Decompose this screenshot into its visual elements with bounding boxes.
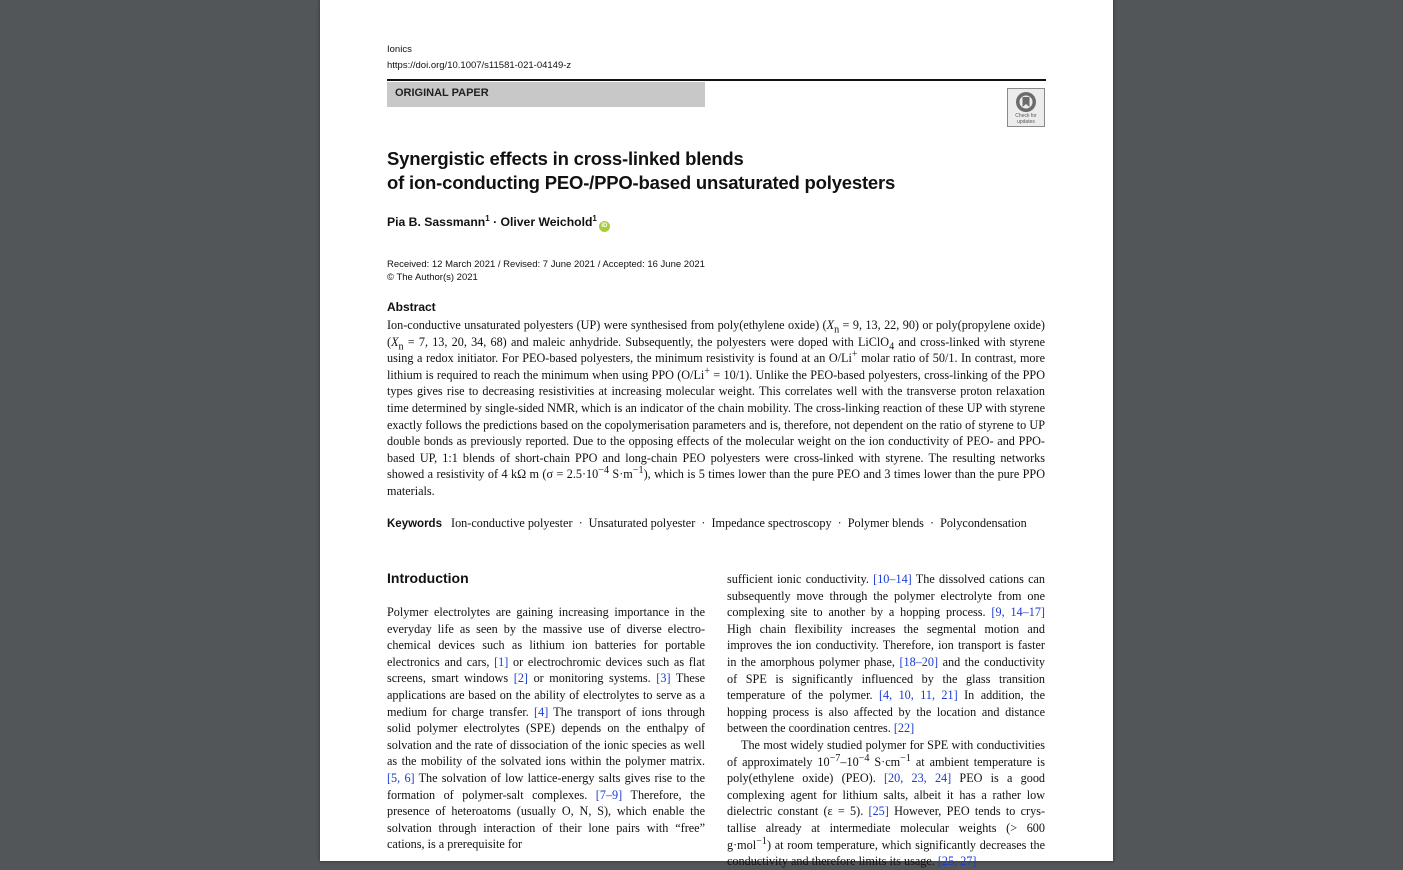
affiliation-mark: 1 bbox=[592, 213, 597, 223]
keyword: Unsaturated polyester bbox=[588, 516, 696, 530]
check-for-updates-badge[interactable] bbox=[1007, 88, 1045, 127]
article-dates bbox=[387, 258, 705, 284]
author-name[interactable]: Pia B. Sassmann bbox=[387, 215, 486, 229]
keywords-label: Keywords bbox=[387, 518, 442, 530]
introduction-column-2 bbox=[727, 571, 1045, 870]
citation-link[interactable]: [5, 6] bbox=[387, 770, 415, 785]
keyword: Polycondensation bbox=[940, 516, 1027, 530]
paragraph: sufficient ionic conductivity. [10–14] The dissolved cations can subsequently move through the polymer electrolyte from one complexing site to another by a hopping process. [9, 14–17] High chain flexibility increases the segmental motion and improves the ion conductivity. Therefore, ion transport is faster in the amorphous polymer phase, [18–20] and the conductivity of SPE is significantly influenced by the glass transition temperature of the polymer. [4, 10, 11, 21] In addition, the hopping process is also affected by the location and distance between the coordination centres. [22] bbox=[727, 572, 1045, 736]
copyright-line: © The Author(s) 2021 bbox=[387, 272, 478, 283]
citation-link[interactable]: [3] bbox=[656, 671, 671, 686]
citation-link[interactable]: [9, 14–17] bbox=[991, 605, 1045, 620]
citation-link[interactable]: [7–9] bbox=[595, 787, 623, 802]
affiliation-mark: 1 bbox=[485, 213, 490, 223]
keyword: Impedance spectroscopy bbox=[711, 516, 832, 530]
citation-link[interactable]: [1] bbox=[494, 654, 509, 669]
keyword-separator: · bbox=[701, 516, 706, 530]
article-type-banner: ORIGINAL PAPER bbox=[387, 82, 705, 107]
abstract-text: Ion-conductive unsaturated polyesters (UP) were synthesised from poly(ethylene oxide) ($X_n = 9$, 13, 22, 90) or poly(propylene oxide) ($X_n = 7$, 13, 20, 34, 68) and maleic anhydride. Subsequently, the polyesters were doped with LiClO$_4$ and cross-linked with styrene using a redox initiator. For PEO-based polyesters, the minimum resistivity is found at an O/Li+ molar ratio of 50/1. In contrast, more lithium is required to reach the minimum when using PPO (O/Li+ = 10/1). Unlike the PEO-based polyesters, cross-linking of the PPO types gives rise to decreasing resistivities at increasing molecular weight. This correlates well with the transverse proton relaxation time determined by single-sided NMR, which is an indicator of the chain mobility. The cross-linking reaction of these UP with styrene exactly follows the predictions based on the copolymerisation parameters and is, therefore, not dependent on the ratio of styrene to UP double bonds as previously reported. Due to the opposing effects of the molecular weight on the ion conductivity of PEO- and PPO-based UP, 1:1 blends of short-chain PPO and long-chain PEO polyesters were cross-linked with styrene. The resulting networks showed a resistivity of 4 kΩ m ($\sigma = 2.5\cdot 10^{-4}$ $S\cdot m^{-1}$), which is 5 times lower than the pure PEO and 3 times lower than the pure PPO materials. bbox=[387, 318, 1045, 498]
abstract-heading: Abstract bbox=[387, 300, 436, 314]
title-line-2: of ion-conducting PEO-/PPO-based unsaturated polyesters bbox=[387, 172, 896, 193]
keywords-line bbox=[387, 516, 1057, 531]
paper-title bbox=[387, 147, 1027, 195]
citation-link[interactable]: [22] bbox=[893, 721, 915, 736]
history-dates: Received: 12 March 2021 / Revised: 7 June 2021 / Accepted: 16 June 2021 bbox=[387, 259, 705, 270]
journal-name: Ionics bbox=[387, 44, 412, 55]
author-separator: · bbox=[493, 215, 498, 229]
introduction-heading: Introduction bbox=[387, 570, 469, 586]
citation-link[interactable]: [4, 10, 11, 21] bbox=[878, 688, 958, 703]
header-rule bbox=[387, 79, 1046, 81]
citation-link[interactable]: [4] bbox=[534, 704, 549, 719]
check-label-1: Check for bbox=[1015, 113, 1037, 119]
citation-link[interactable]: [10–14] bbox=[873, 572, 912, 586]
keyword-separator: · bbox=[929, 516, 935, 530]
keyword-separator: · bbox=[578, 516, 583, 530]
citation-link[interactable]: [2] bbox=[513, 671, 528, 686]
citation-link[interactable]: [20, 23, 24] bbox=[883, 771, 952, 786]
bookmark-icon bbox=[1015, 91, 1037, 113]
citation-link[interactable]: [25] bbox=[868, 804, 889, 819]
keyword-separator: · bbox=[837, 516, 842, 530]
introduction-column-1: Polymer electrolytes are gaining increasing importance in the everyday life as seen by the massive use of diverse electrochemical devices such as lithium ion batteries for portable electronics and cars, [1] or electrochromic devices such as flat screens, smart windows [2] or monitoring systems. [3] These applications are based on the ability of electrolytes to serve as a medium for charge transfer. [4] The transport of ions through solid polymer electrolytes (SPE) depends on the enthalpy of solvation and the rate of dissociation of the ionic species as well as the mobility of the solvated ions within the polymer matrix. [5, 6] The solvation of low lattice-energy salts gives rise to the formation of polymer-salt complexes. [7–9] Therefore, the presence of heteroatoms (usually O, N, S), which enable the solvation through interaction of their lone pairs with “free” cations, is a prerequisite for bbox=[387, 605, 705, 852]
author-list bbox=[387, 215, 610, 232]
citation-link[interactable]: [18–20] bbox=[899, 654, 939, 669]
author-name[interactable]: Oliver Weichold bbox=[500, 215, 593, 229]
check-label-2: updates bbox=[1017, 119, 1035, 125]
keyword: Ion-conductive polyester bbox=[451, 516, 573, 530]
keyword: Polymer blends bbox=[847, 516, 924, 530]
doi-link[interactable]: https://doi.org/10.1007/s11581-021-04149-z bbox=[387, 60, 572, 71]
title-line-1: Synergistic effects in cross-linked blends bbox=[387, 148, 744, 169]
paragraph: The most widely studied polymer for SPE with conductivities of approximately $10^{-7}-10^{-4}$ $S\cdot cm^{-1}$ at ambient temperature is poly(ethylene oxide) (PEO). [20, 23, 24] PEO is a good complexing agent for lithium salts, albeit it has a rather low dielectric constant (ε = 5). [25] However, PEO tends to crystallise already at intermediate molecular weights (> 600 g·mol$^{-1}$) at room temperature, which significantly decreases the conductivity and therefore limits its usage. [25, 27] bbox=[727, 737, 1046, 869]
citation-link[interactable]: [25, 27] bbox=[937, 854, 977, 869]
orcid-icon[interactable]: iD bbox=[599, 221, 610, 232]
pdf-page bbox=[320, 0, 1113, 869]
